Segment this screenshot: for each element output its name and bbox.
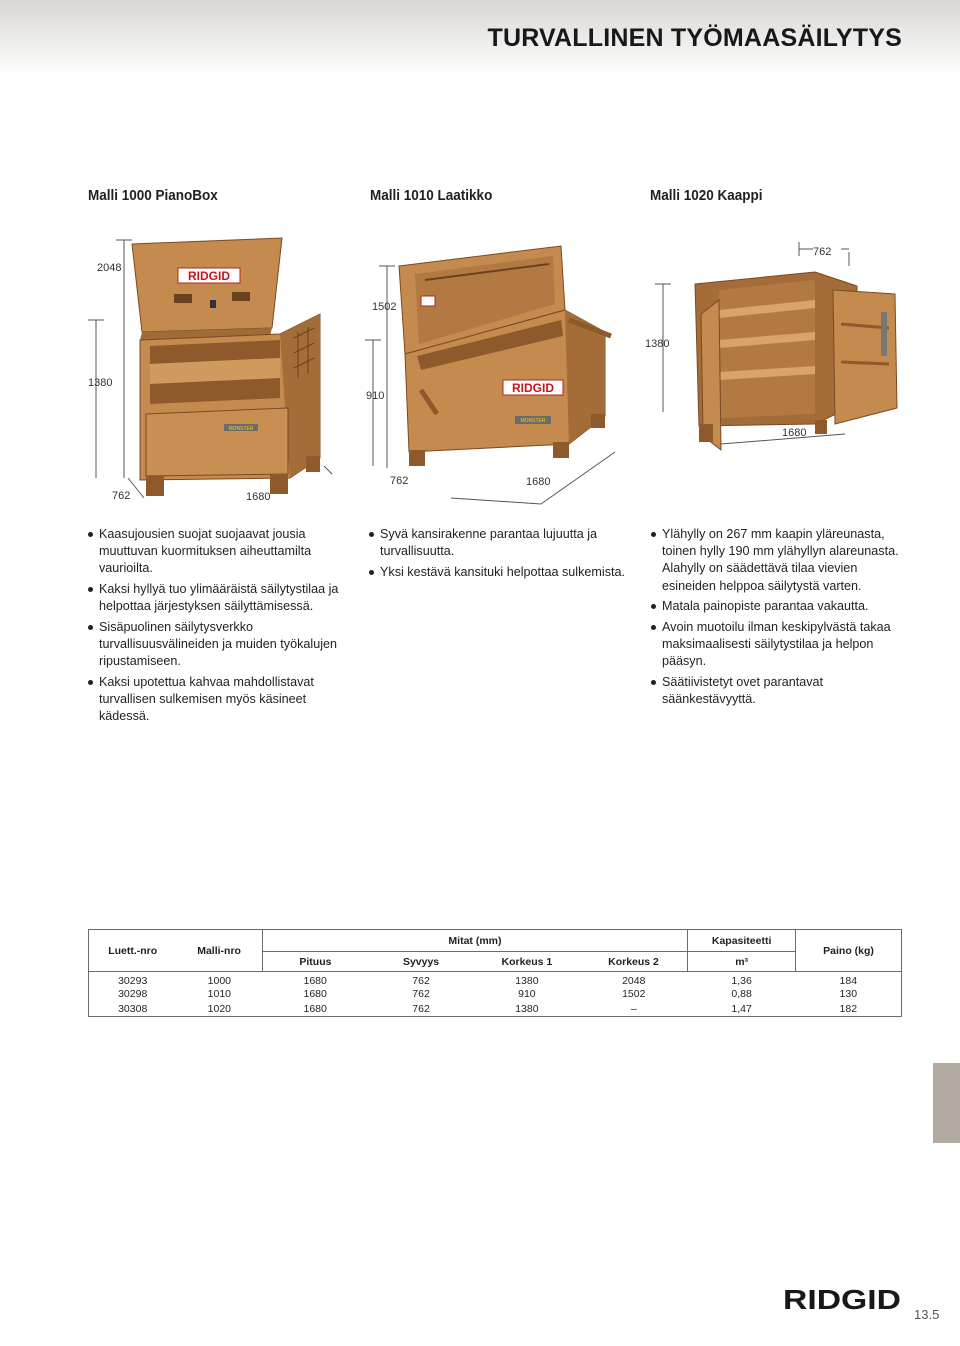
table-row bbox=[89, 972, 902, 988]
header-catalog-no: Luett.-nro bbox=[89, 930, 177, 972]
feature-item: Avoin muotoilu ilman keskipylvästä takaa maksimaalisesti säilytystilaa ja helpon pääsyn. bbox=[651, 619, 913, 671]
header-model-no: Malli-nro bbox=[176, 930, 262, 972]
feature-item: Sisäpuolinen säilytysverkko turvallisuusvälineiden ja muiden työkalujen ripustamiseen. bbox=[88, 619, 350, 671]
cell-capacity: 0,88 bbox=[731, 988, 752, 1001]
feature-item: Säätiivistetyt ovet parantavat säänkestävyyttä. bbox=[651, 674, 913, 708]
monster-badge-1: MONSTER bbox=[228, 426, 254, 432]
feature-item: Yksi kestävä kansituki helpottaa sulkemista. bbox=[369, 564, 631, 581]
cell-length: 1680 bbox=[303, 988, 327, 1001]
table-row bbox=[89, 987, 902, 1002]
spec-table bbox=[88, 929, 902, 1017]
cell-depth: 762 bbox=[412, 988, 430, 1001]
ridgid-logo bbox=[783, 1284, 905, 1314]
dim-1020-length: 1680 bbox=[782, 427, 807, 439]
model-1010-heading: Malli 1010 Laatikko bbox=[370, 187, 493, 204]
cell-height1: 910 bbox=[518, 988, 536, 1001]
cell-height2: 1502 bbox=[622, 988, 646, 1001]
header-length: Pituus bbox=[262, 952, 368, 972]
cell-weight: 182 bbox=[796, 1002, 902, 1017]
header-dimensions-group: Mitat (mm) bbox=[262, 930, 687, 952]
model-1020-heading: Malli 1020 Kaappi bbox=[650, 187, 763, 204]
cell-weight: 130 bbox=[796, 987, 902, 1002]
header-height2: Korkeus 2 bbox=[580, 952, 688, 972]
cell-capacity: 1,36 bbox=[731, 975, 752, 987]
feature-item: Kaksi upotettua kahvaa mahdollistavat turvallisen sulkemisen myös käsineet kädessä. bbox=[88, 674, 350, 726]
dim-1010-height: 910 bbox=[366, 390, 385, 402]
cell-length: 1680 bbox=[303, 975, 327, 987]
dim-1010-depth: 762 bbox=[390, 475, 409, 487]
header-height1: Korkeus 1 bbox=[474, 952, 580, 972]
cell-depth: 762 bbox=[368, 1002, 474, 1017]
dim-1010-length: 1680 bbox=[526, 476, 551, 488]
kaappi-illustration bbox=[645, 238, 915, 464]
model-1020-features bbox=[651, 526, 913, 712]
cell-catalog: 30293 bbox=[89, 972, 177, 988]
feature-item: Matala painopiste parantaa vakautta. bbox=[651, 598, 913, 615]
model-1000-features bbox=[88, 526, 350, 729]
feature-item: Syvä kansirakenne parantaa lujuutta ja turvallisuutta. bbox=[369, 526, 631, 560]
cell-height1: 1380 bbox=[515, 975, 539, 987]
cell-model: 1000 bbox=[207, 975, 231, 987]
cell-capacity: 1,47 bbox=[688, 1002, 796, 1017]
laatikko-illustration bbox=[365, 240, 640, 512]
dim-1010-height-open: 1502 bbox=[372, 301, 397, 313]
header-capacity-unit: m³ bbox=[688, 952, 796, 972]
cell-catalog: 30298 bbox=[89, 987, 177, 1002]
ridgid-lid-label: RIDGID bbox=[188, 269, 230, 283]
chapter-tab bbox=[933, 1063, 960, 1143]
cell-height2: – bbox=[580, 1002, 688, 1017]
dim-1020-depth: 762 bbox=[813, 246, 832, 258]
header-depth: Syvyys bbox=[368, 952, 474, 972]
dim-1000-length: 1680 bbox=[246, 491, 271, 503]
cell-length: 1680 bbox=[262, 1002, 368, 1017]
cell-depth: 762 bbox=[412, 975, 430, 987]
cell-model: 1010 bbox=[207, 988, 231, 1001]
pianobox-illustration bbox=[84, 228, 354, 518]
cell-model: 1020 bbox=[176, 1002, 262, 1017]
feature-item: Ylähylly on 267 mm kaapin yläreunasta, toinen hylly 190 mm ylähyllyn alareunasta. Alahylly on säädettävä tilaa vievien esineiden helppoa säilytystä varten. bbox=[651, 526, 913, 595]
model-1000-heading: Malli 1000 PianoBox bbox=[88, 187, 218, 204]
dim-1000-height-open: 2048 bbox=[97, 262, 122, 274]
table-row bbox=[89, 1002, 902, 1017]
model-1010-features bbox=[369, 526, 631, 584]
cell-weight: 184 bbox=[796, 972, 902, 988]
page-title: TURVALLINEN TYÖMAASÄILYTYS bbox=[487, 24, 902, 52]
ridgid-body-label: RIDGID bbox=[512, 381, 554, 395]
cell-catalog: 30308 bbox=[89, 1002, 177, 1017]
monster-badge-2: MONSTER bbox=[520, 418, 546, 424]
dim-1020-height: 1380 bbox=[645, 338, 670, 350]
ridgid-logo-text: RIDGID bbox=[783, 1284, 901, 1314]
dim-1000-depth: 762 bbox=[112, 490, 131, 502]
header-weight: Paino (kg) bbox=[796, 930, 902, 972]
feature-item: Kaksi hyllyä tuo ylimääräistä säilytystilaa ja helpottaa järjestyksen säilyttämisessä. bbox=[88, 581, 350, 615]
cell-height2: 2048 bbox=[622, 975, 646, 987]
cell-height1: 1380 bbox=[474, 1002, 580, 1017]
dim-1000-height: 1380 bbox=[88, 377, 113, 389]
header-capacity-group: Kapasiteetti bbox=[688, 930, 796, 952]
feature-item: Kaasujousien suojat suojaavat jousia muuttuvan kuormituksen aiheuttamilta vaurioilta. bbox=[88, 526, 350, 578]
page-number: 13.5 bbox=[914, 1307, 940, 1322]
